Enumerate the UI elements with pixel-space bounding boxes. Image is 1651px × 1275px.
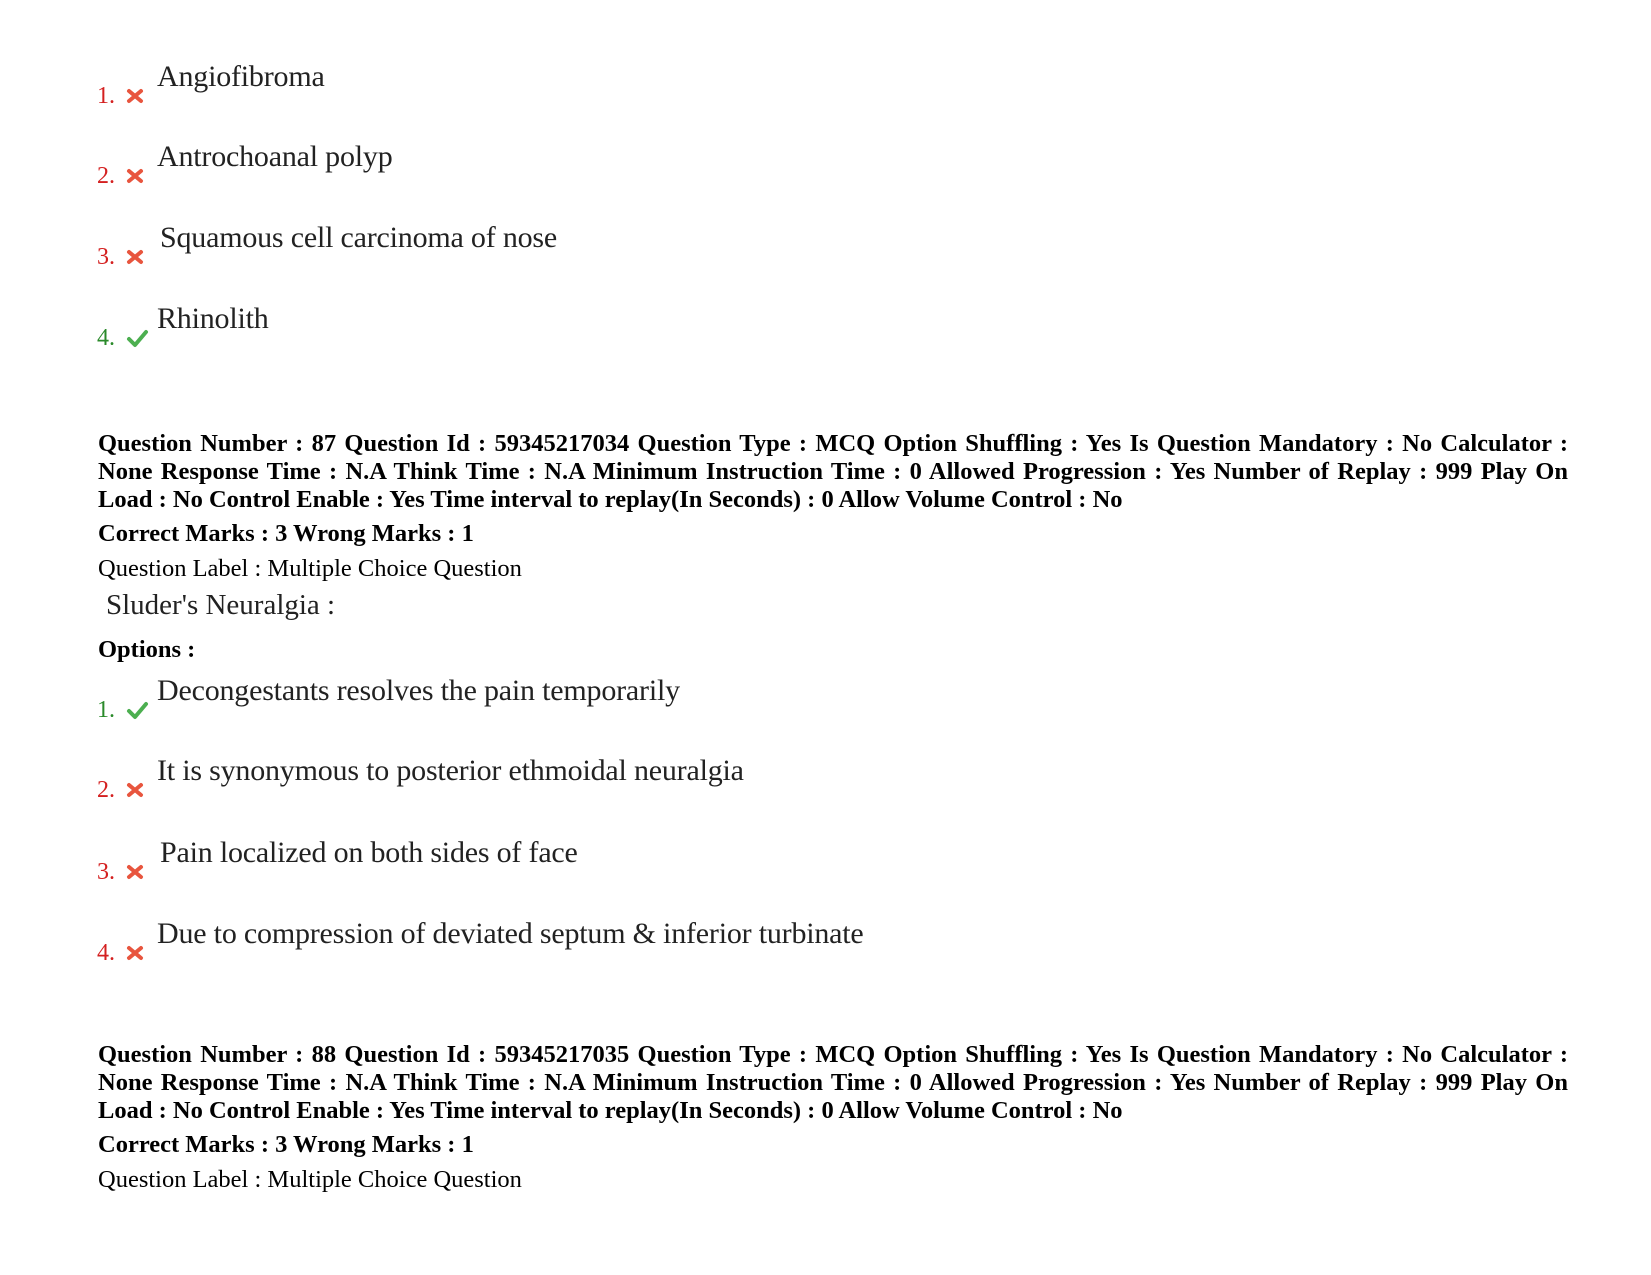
cross-icon bbox=[125, 166, 145, 186]
option-text: Angiofibroma bbox=[157, 60, 325, 93]
cross-icon bbox=[125, 780, 145, 800]
option-text: Pain localized on both sides of face bbox=[160, 836, 578, 869]
question-meta: Question Number : 88 Question Id : 59345217035 Question Type : MCQ Option Shuffling : Yes Is Question Mandatory : No Calculator : None Response Time : N.A Think Time : N.A Minimum Instruction Time : 0 Allowed Progression : Yes Number of Replay : 999 Play On Load : No Control Enable : Yes Time interval to replay(In Seconds) : 0 Allow Volume Control : No bbox=[98, 1041, 1568, 1124]
option-text: Squamous cell carcinoma of nose bbox=[160, 221, 558, 254]
option-text: Antrochoanal polyp bbox=[157, 140, 393, 173]
option-number: 2. bbox=[97, 163, 115, 189]
question-label: Question Label : Multiple Choice Question bbox=[98, 1166, 522, 1193]
option-text: Due to compression of deviated septum & inferior turbinate bbox=[157, 917, 864, 950]
question-meta: Question Number : 87 Question Id : 59345217034 Question Type : MCQ Option Shuffling : Yes Is Question Mandatory : No Calculator : None Response Time : N.A Think Time : N.A Minimum Instruction Time : 0 Allowed Progression : Yes Number of Replay : 999 Play On Load : No Control Enable : Yes Time interval to replay(In Seconds) : 0 Allow Volume Control : No bbox=[98, 430, 1568, 513]
option-number: 1. bbox=[97, 697, 115, 723]
options-heading: Options : bbox=[98, 636, 196, 663]
question-marks: Correct Marks : 3 Wrong Marks : 1 bbox=[98, 520, 474, 547]
cross-icon bbox=[125, 247, 145, 267]
option-number: 2. bbox=[97, 777, 115, 803]
option-text: Decongestants resolves the pain temporarily bbox=[157, 674, 680, 707]
cross-icon bbox=[125, 862, 145, 882]
option-number: 1. bbox=[97, 83, 115, 109]
cross-icon bbox=[125, 86, 145, 106]
cross-icon bbox=[125, 943, 145, 963]
option-text: Rhinolith bbox=[157, 302, 269, 335]
question-marks: Correct Marks : 3 Wrong Marks : 1 bbox=[98, 1131, 474, 1158]
option-number: 3. bbox=[97, 244, 115, 270]
question-text: Sluder's Neuralgia : bbox=[106, 589, 336, 621]
option-number: 3. bbox=[97, 859, 115, 885]
question-label: Question Label : Multiple Choice Question bbox=[98, 555, 522, 582]
option-number: 4. bbox=[97, 940, 115, 966]
option-number: 4. bbox=[97, 325, 115, 351]
option-text: It is synonymous to posterior ethmoidal neuralgia bbox=[157, 754, 744, 787]
check-icon bbox=[125, 328, 149, 348]
check-icon bbox=[125, 700, 149, 720]
